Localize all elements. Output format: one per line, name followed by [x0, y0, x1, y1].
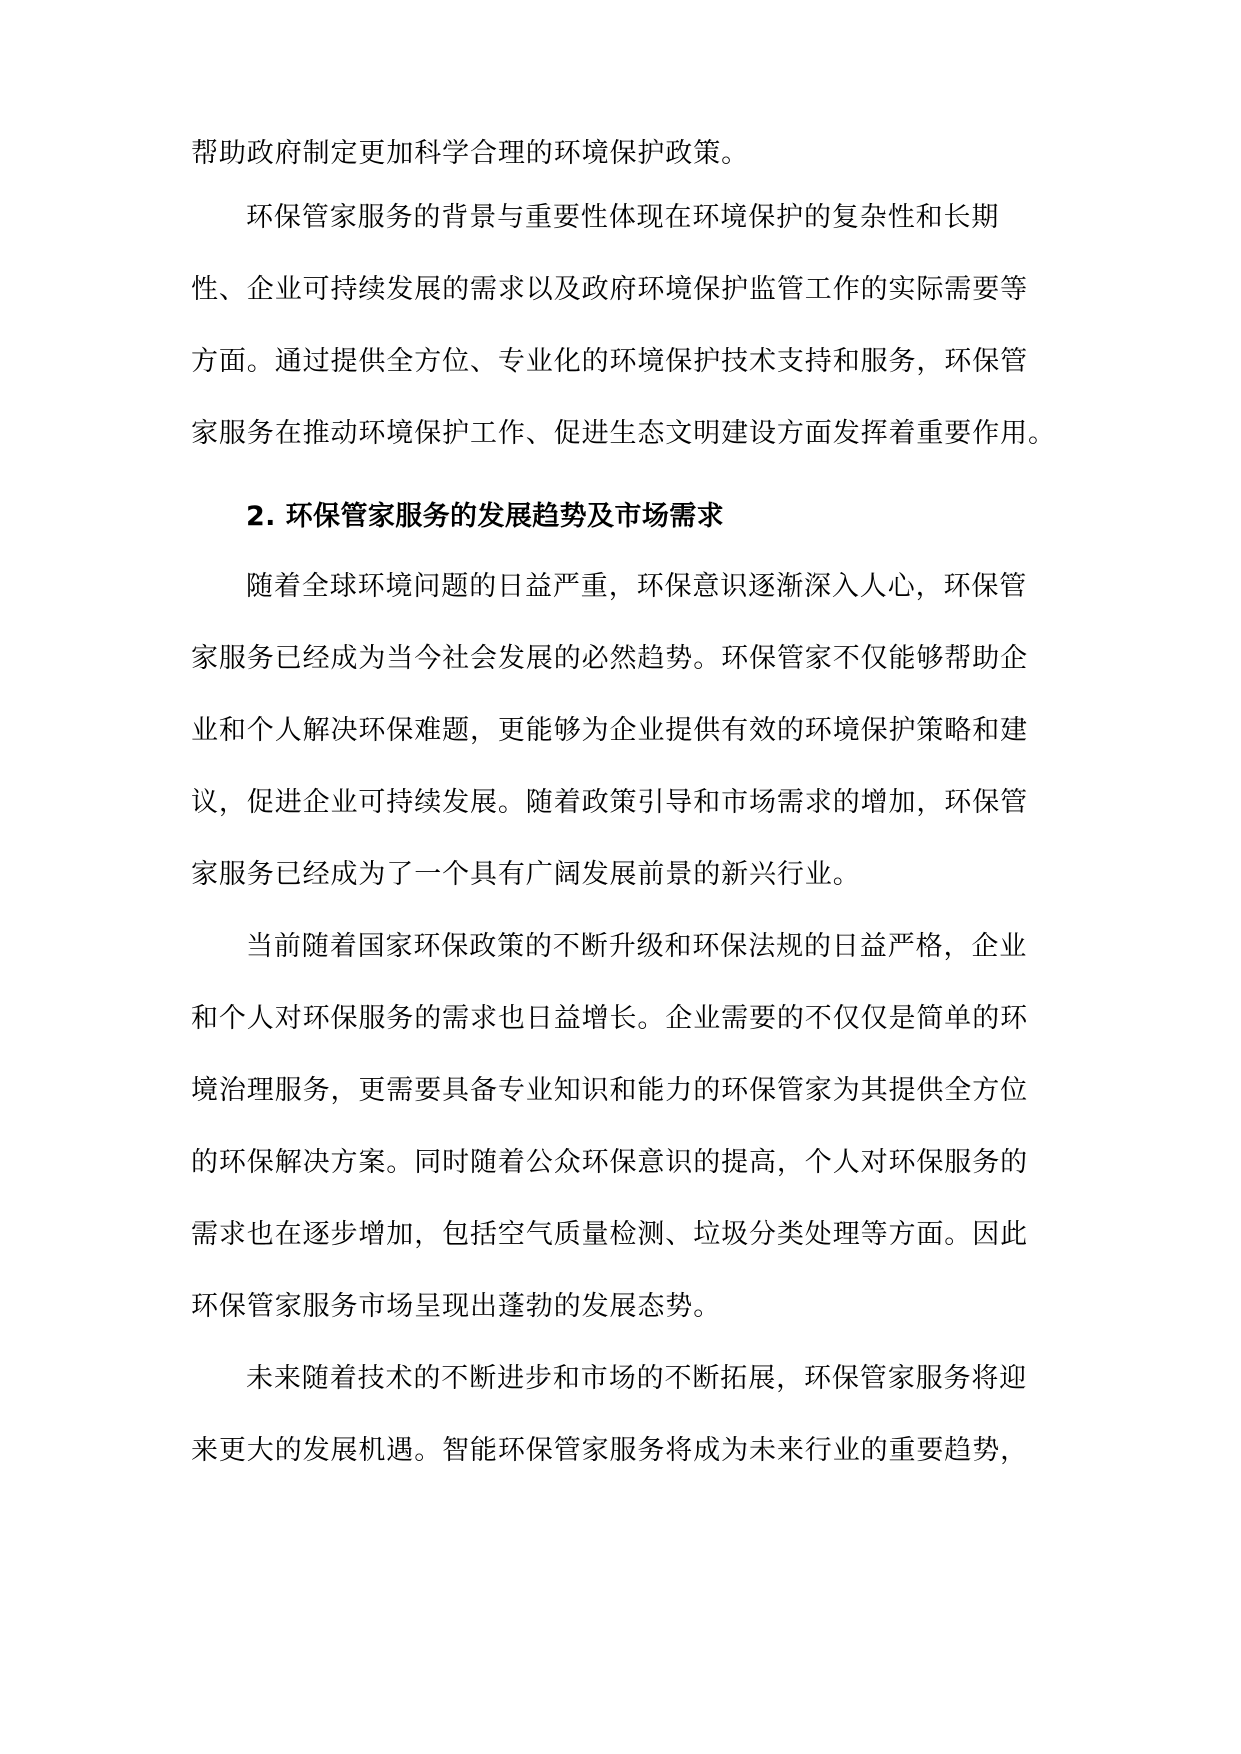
paragraph-line: 来更大的发展机遇。智能环保管家服务将成为未来行业的重要趋势， [191, 1435, 1028, 1466]
paragraph-line: 帮助政府制定更加科学合理的环境保护政策。 [191, 138, 749, 169]
paragraph-line: 家服务已经成为了一个具有广阔发展前景的新兴行业。 [191, 859, 861, 890]
paragraph-line: 需求也在逐步增加，包括空气质量检测、垃圾分类处理等方面。因此 [191, 1219, 1028, 1250]
paragraph-line: 的环保解决方案。同时随着公众环保意识的提高，个人对环保服务的 [191, 1147, 1028, 1178]
paragraph-line: 环保管家服务的背景与重要性体现在环境保护的复杂性和长期 [246, 202, 1000, 233]
paragraph-line: 环保管家服务市场呈现出蓬勃的发展态势。 [191, 1291, 722, 1322]
paragraph-line: 家服务已经成为当今社会发展的必然趋势。环保管家不仅能够帮助企 [191, 643, 1028, 674]
paragraph-line: 家服务在推动环境保护工作、促进生态文明建设方面发挥着重要作用。 [191, 418, 1056, 449]
paragraph-line: 业和个人解决环保难题，更能够为企业提供有效的环境保护策略和建 [191, 715, 1028, 746]
section-heading: 2. 环保管家服务的发展趋势及市场需求 [246, 501, 725, 532]
paragraph-line: 方面。通过提供全方位、专业化的环境保护技术支持和服务，环保管 [191, 346, 1028, 377]
paragraph-line: 当前随着国家环保政策的不断升级和环保法规的日益严格，企业 [246, 931, 1028, 962]
paragraph-line: 随着全球环境问题的日益严重，环保意识逐渐深入人心，环保管 [246, 571, 1028, 602]
paragraph-line: 和个人对环保服务的需求也日益增长。企业需要的不仅仅是简单的环 [191, 1003, 1028, 1034]
paragraph-line: 未来随着技术的不断进步和市场的不断拓展，环保管家服务将迎 [246, 1363, 1028, 1394]
paragraph-line: 议，促进企业可持续发展。随着政策引导和市场需求的增加，环保管 [191, 787, 1028, 818]
paragraph-line: 境治理服务，更需要具备专业知识和能力的环保管家为其提供全方位 [191, 1075, 1028, 1106]
paragraph-line: 性、企业可持续发展的需求以及政府环境保护监管工作的实际需要等 [191, 274, 1028, 305]
